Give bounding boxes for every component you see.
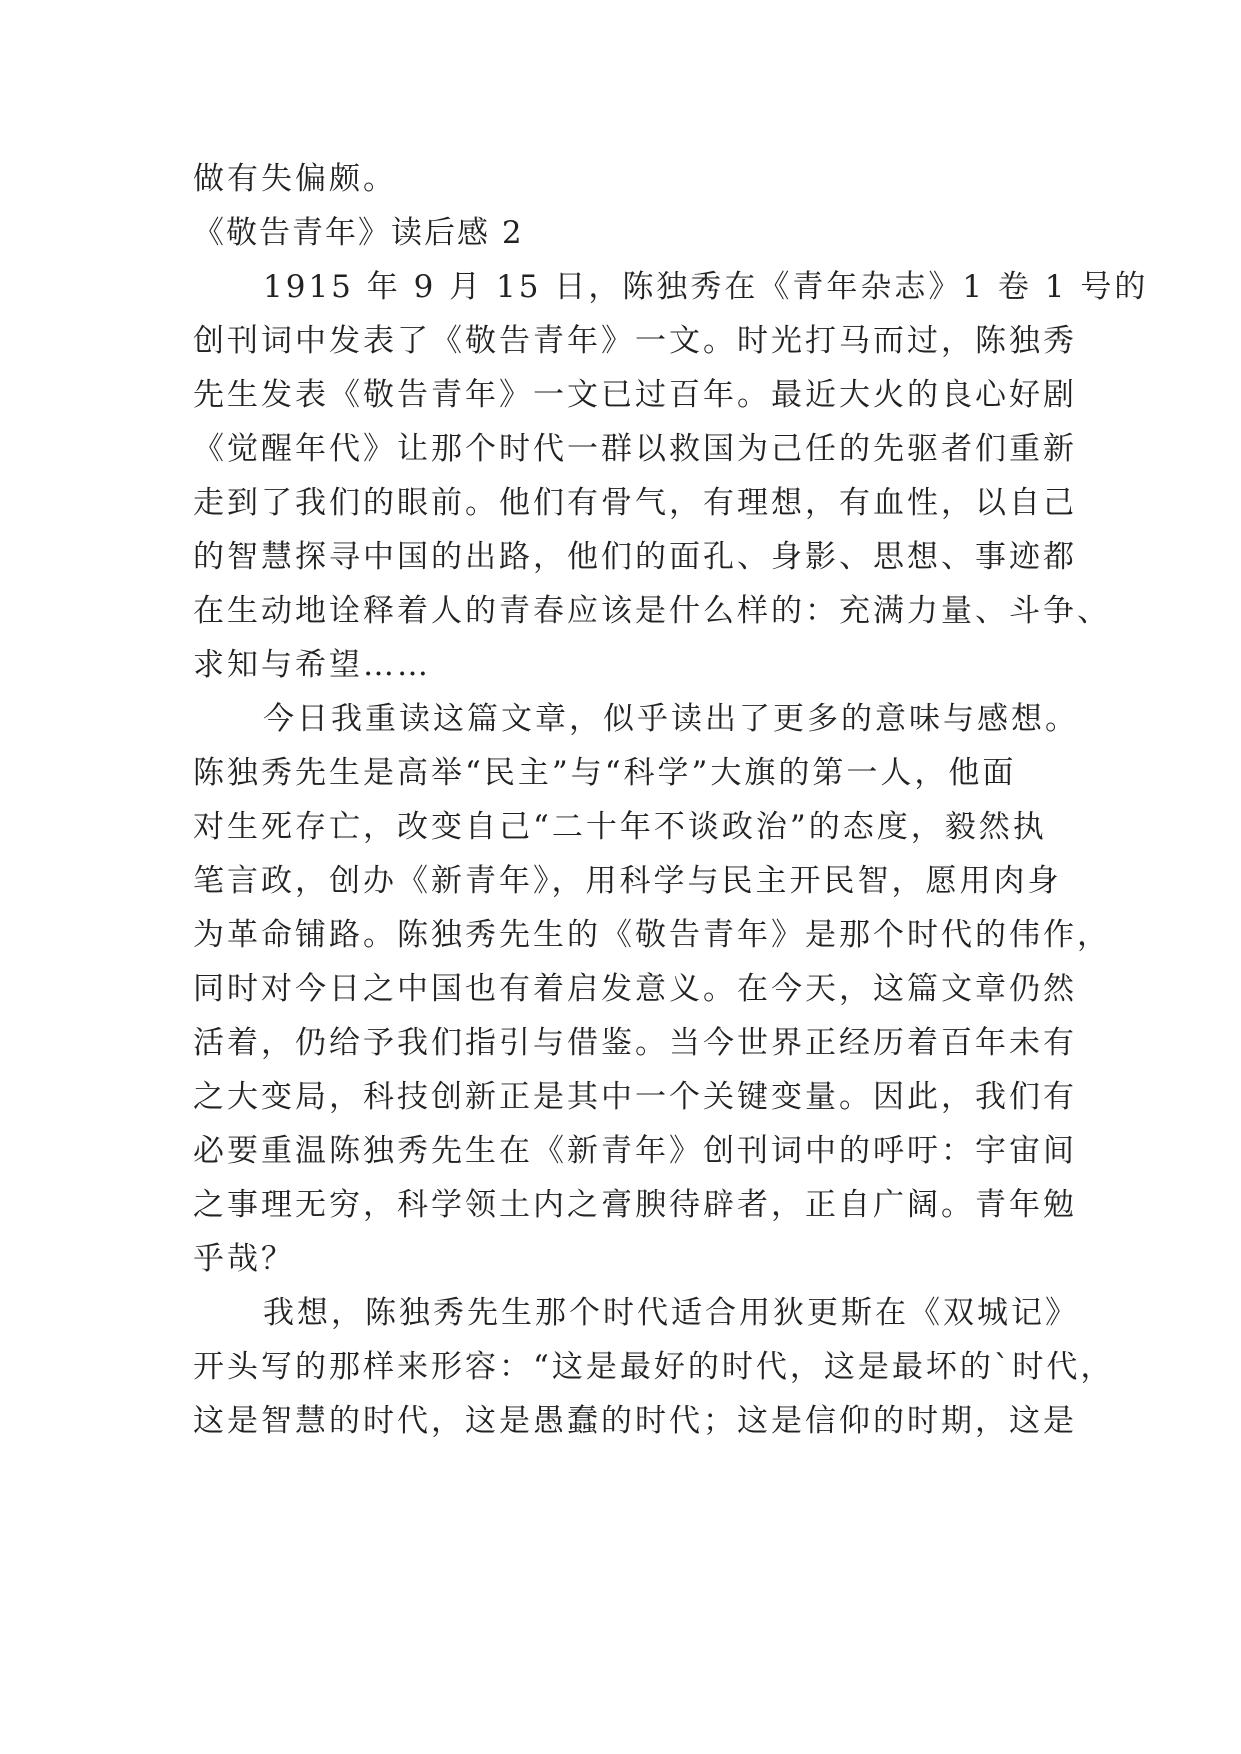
- text-line: 同时对今日之中国也有着启发意义。在今天，这篇文章仍然: [193, 971, 1077, 1007]
- paragraph-first-line: 1915 年 9 月 15 日，陈独秀在《青年杂志》1 卷 1 号的: [263, 269, 1149, 305]
- paragraph-first-line: 我想，陈独秀先生那个时代适合用狄更斯在《双城记》: [263, 1295, 1079, 1331]
- section-title: 《敬告青年》读后感 2: [193, 215, 524, 251]
- text-line: 做有失偏颇。: [193, 161, 397, 197]
- text-line: 陈独秀先生是高举“民主”与“科学”大旗的第一人，他面: [193, 755, 1017, 791]
- text-line: 必要重温陈独秀先生在《新青年》创刊词中的呼吁：宇宙间: [193, 1133, 1077, 1169]
- text-line: 的智慧探寻中国的出路，他们的面孔、身影、思想、事迹都: [193, 539, 1077, 575]
- text-line: 这是智慧的时代，这是愚蠢的时代；这是信仰的时期，这是: [193, 1403, 1077, 1439]
- text-line: 对生死存亡，改变自己“二十年不谈政治”的态度，毅然执: [193, 809, 1047, 845]
- text-line: 为革命铺路。陈独秀先生的《敬告青年》是那个时代的伟作，: [193, 917, 1111, 953]
- text-line: 乎哉？: [193, 1241, 295, 1277]
- text-line: 活着，仍给予我们指引与借鉴。当今世界正经历着百年未有: [193, 1025, 1077, 1061]
- text-line: 之事理无穷，科学领土内之膏腴待辟者，正自广阔。青年勉: [193, 1187, 1077, 1223]
- text-line: 之大变局，科技创新正是其中一个关键变量。因此，我们有: [193, 1079, 1077, 1115]
- paragraph-first-line: 今日我重读这篇文章，似乎读出了更多的意味与感想。: [263, 701, 1079, 737]
- text-line: 在生动地诠释着人的青春应该是什么样的：充满力量、斗争、: [193, 593, 1111, 629]
- text-line: 求知与希望……: [193, 647, 431, 683]
- text-line: 先生发表《敬告青年》一文已过百年。最近大火的良心好剧: [193, 377, 1077, 413]
- text-line: 开头写的那样来形容：“这是最好的时代，这是最坏的`时代，: [193, 1349, 1115, 1385]
- text-line: 《觉醒年代》让那个时代一群以救国为己任的先驱者们重新: [193, 431, 1077, 467]
- text-line: 笔言政，创办《新青年》，用科学与民主开民智，愿用肉身: [193, 863, 1062, 899]
- document-body: [193, 152, 1149, 1448]
- text-line: 走到了我们的眼前。他们有骨气，有理想，有血性，以自己: [193, 485, 1077, 521]
- text-line: 创刊词中发表了《敬告青年》一文。时光打马而过，陈独秀: [193, 323, 1077, 359]
